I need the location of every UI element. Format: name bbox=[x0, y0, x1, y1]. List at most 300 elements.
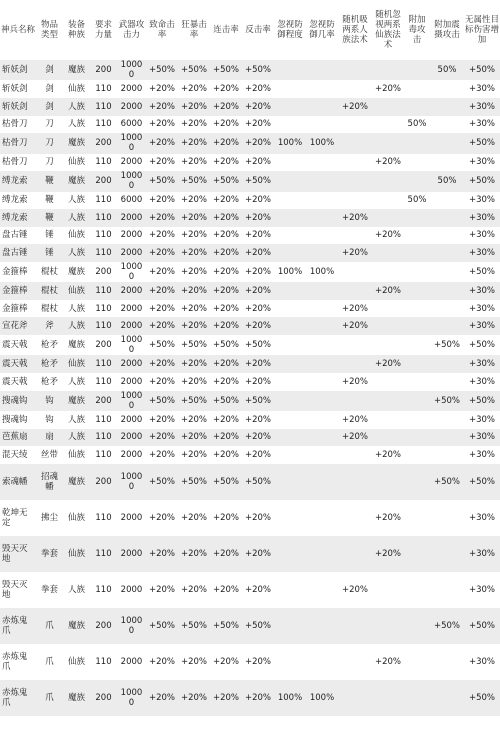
table-cell bbox=[274, 282, 306, 300]
table-cell: 仙族 bbox=[67, 285, 85, 296]
table-cell bbox=[430, 446, 464, 464]
table-cell: 魔族 bbox=[67, 692, 85, 703]
table-cell: +20% bbox=[148, 212, 175, 223]
table-cell: +20% bbox=[180, 656, 207, 667]
table-cell bbox=[338, 171, 372, 191]
table-cell: +20% bbox=[180, 449, 207, 460]
table-cell: +20% bbox=[180, 157, 207, 168]
table-cell: +20% bbox=[148, 584, 175, 595]
table-cell: +20% bbox=[180, 266, 207, 277]
table-cell bbox=[306, 644, 338, 680]
table-cell: +50% bbox=[468, 65, 495, 76]
table-cell bbox=[404, 411, 430, 429]
col-header: 狂暴击率 bbox=[181, 19, 207, 40]
table-cell: +20% bbox=[212, 266, 239, 277]
table-cell: 刀 bbox=[45, 119, 54, 130]
table-row bbox=[0, 446, 500, 464]
table-cell bbox=[338, 154, 372, 172]
table-cell: +20% bbox=[374, 285, 401, 296]
table-cell: +50% bbox=[244, 476, 271, 487]
table-cell: 剑 bbox=[45, 84, 54, 95]
table-cell: +20% bbox=[212, 84, 239, 95]
table-cell bbox=[274, 536, 306, 572]
table-cell bbox=[338, 500, 372, 536]
table-cell: 2000 bbox=[120, 449, 143, 460]
table-cell: +50% bbox=[148, 476, 175, 487]
table-cell bbox=[306, 227, 338, 245]
table-cell bbox=[372, 171, 404, 191]
table-cell: +20% bbox=[244, 266, 271, 277]
table-cell: 人族 bbox=[67, 247, 85, 258]
table-cell: 2000 bbox=[120, 212, 143, 223]
table-cell: +20% bbox=[212, 414, 239, 425]
table-cell: 棍杖 bbox=[40, 285, 58, 296]
table-cell: +20% bbox=[244, 692, 271, 703]
table-cell: +20% bbox=[148, 266, 175, 277]
table-cell: +30% bbox=[468, 230, 495, 241]
table-cell: 魔族 bbox=[67, 476, 85, 487]
table-cell bbox=[430, 536, 464, 572]
weapon-name-cell: 震天戟 bbox=[2, 359, 28, 370]
table-cell bbox=[338, 355, 372, 373]
table-cell: +30% bbox=[468, 449, 495, 460]
table-cell: 110 bbox=[95, 376, 112, 387]
table-cell: 人族 bbox=[67, 414, 85, 425]
table-cell: 人族 bbox=[67, 212, 85, 223]
table-cell bbox=[404, 262, 430, 282]
table-cell: +20% bbox=[244, 84, 271, 95]
table-cell: 鞭 bbox=[45, 195, 54, 206]
table-cell: 50% bbox=[437, 65, 457, 76]
table-cell: +20% bbox=[212, 101, 239, 112]
table-cell: +50% bbox=[212, 340, 239, 351]
table-cell: 拂尘 bbox=[40, 512, 58, 523]
col-header: 忽视防御几率 bbox=[309, 19, 335, 40]
table-cell: 110 bbox=[95, 414, 112, 425]
table-cell: +20% bbox=[244, 212, 271, 223]
table-row bbox=[0, 572, 500, 608]
table-row bbox=[0, 154, 500, 172]
table-cell: 10000 bbox=[120, 261, 143, 283]
col-header: 武器攻击力 bbox=[118, 19, 145, 40]
table-cell: +20% bbox=[244, 414, 271, 425]
table-cell bbox=[338, 60, 372, 80]
table-cell: 扇 bbox=[45, 432, 54, 443]
weapon-name-cell: 宣花斧 bbox=[2, 321, 28, 332]
table-row bbox=[0, 171, 500, 191]
table-cell bbox=[404, 572, 430, 608]
table-cell bbox=[274, 446, 306, 464]
table-cell: 2000 bbox=[120, 512, 143, 523]
table-cell: +30% bbox=[468, 303, 495, 314]
table-cell bbox=[274, 60, 306, 80]
table-cell: 200 bbox=[95, 340, 112, 351]
table-cell: 2000 bbox=[120, 303, 143, 314]
table-cell: 2000 bbox=[120, 414, 143, 425]
table-cell bbox=[274, 411, 306, 429]
table-cell: 50% bbox=[407, 119, 427, 130]
table-cell: 10000 bbox=[120, 687, 143, 708]
table-cell: +20% bbox=[244, 432, 271, 443]
table-cell: 200 bbox=[95, 176, 112, 187]
table-cell: 鞭 bbox=[45, 212, 54, 223]
table-cell: +30% bbox=[468, 432, 495, 443]
col-header: 要求力量 bbox=[94, 19, 112, 40]
table-cell: +20% bbox=[374, 548, 401, 559]
table-cell: +20% bbox=[180, 212, 207, 223]
table-cell: +20% bbox=[180, 101, 207, 112]
table-cell: 人族 bbox=[67, 376, 85, 387]
table-cell bbox=[430, 429, 464, 447]
table-cell: +20% bbox=[341, 101, 368, 112]
table-cell bbox=[274, 500, 306, 536]
table-cell bbox=[274, 373, 306, 391]
table-cell bbox=[338, 644, 372, 680]
table-cell bbox=[306, 192, 338, 210]
table-cell bbox=[274, 391, 306, 411]
table-cell bbox=[404, 464, 430, 500]
table-cell bbox=[372, 262, 404, 282]
table-cell bbox=[372, 373, 404, 391]
table-row bbox=[0, 355, 500, 373]
table-cell: +50% bbox=[180, 176, 207, 187]
table-cell: +30% bbox=[468, 84, 495, 95]
weapon-name-cell: 斩妖剑 bbox=[2, 65, 28, 76]
table-row bbox=[0, 429, 500, 447]
table-cell: +20% bbox=[244, 195, 271, 206]
table-row bbox=[0, 80, 500, 98]
table-cell: 10000 bbox=[120, 390, 143, 411]
table-cell: 锤 bbox=[45, 230, 54, 241]
table-cell: 魔族 bbox=[67, 65, 85, 76]
table-cell bbox=[338, 335, 372, 355]
table-cell bbox=[306, 244, 338, 262]
table-cell bbox=[372, 680, 404, 716]
table-cell: 100% bbox=[277, 266, 303, 277]
table-cell bbox=[372, 116, 404, 134]
table-cell: 人族 bbox=[67, 119, 85, 130]
table-cell: +20% bbox=[244, 584, 271, 595]
table-cell: +20% bbox=[148, 119, 175, 130]
table-cell bbox=[306, 500, 338, 536]
table-cell bbox=[404, 98, 430, 116]
table-cell: +50% bbox=[433, 395, 460, 406]
table-cell bbox=[372, 411, 404, 429]
table-cell: +20% bbox=[244, 656, 271, 667]
table-cell: 110 bbox=[95, 449, 112, 460]
table-cell bbox=[404, 244, 430, 262]
table-cell: +20% bbox=[148, 321, 175, 332]
table-cell: +50% bbox=[180, 476, 207, 487]
table-cell: +20% bbox=[244, 101, 271, 112]
table-cell: +20% bbox=[244, 512, 271, 523]
table-cell: 2000 bbox=[120, 230, 143, 241]
table-cell: 人族 bbox=[67, 432, 85, 443]
table-cell: 2000 bbox=[120, 157, 143, 168]
table-cell: 人族 bbox=[67, 101, 85, 112]
table-cell bbox=[306, 572, 338, 608]
table-cell: 110 bbox=[95, 157, 112, 168]
table-cell: 枪矛 bbox=[40, 376, 58, 387]
table-cell: 拳套 bbox=[40, 548, 58, 559]
table-cell: +20% bbox=[180, 195, 207, 206]
weapon-name-cell: 混天绫 bbox=[2, 449, 28, 460]
table-cell: +20% bbox=[244, 138, 271, 149]
table-row bbox=[0, 244, 500, 262]
table-cell: 仙族 bbox=[67, 359, 85, 370]
table-cell: +20% bbox=[148, 157, 175, 168]
table-row bbox=[0, 282, 500, 300]
table-cell bbox=[274, 644, 306, 680]
table-cell: +50% bbox=[148, 340, 175, 351]
table-cell: +30% bbox=[468, 285, 495, 296]
table-cell bbox=[430, 411, 464, 429]
table-cell: +20% bbox=[212, 138, 239, 149]
table-row bbox=[0, 335, 500, 355]
weapon-name-cell: 索魂幡 bbox=[2, 476, 28, 487]
table-cell: +20% bbox=[148, 285, 175, 296]
table-cell bbox=[404, 133, 430, 153]
table-cell bbox=[430, 227, 464, 245]
table-cell bbox=[430, 572, 464, 608]
table-cell bbox=[430, 355, 464, 373]
table-cell bbox=[404, 644, 430, 680]
table-cell: +30% bbox=[468, 101, 495, 112]
table-cell bbox=[306, 608, 338, 644]
table-cell bbox=[338, 116, 372, 134]
weapon-name-cell: 赤炼鬼爪 bbox=[2, 687, 28, 708]
table-cell bbox=[404, 300, 430, 318]
table-cell: +50% bbox=[468, 266, 495, 277]
table-cell: +20% bbox=[341, 584, 368, 595]
table-cell: +30% bbox=[468, 656, 495, 667]
table-cell: 110 bbox=[95, 512, 112, 523]
table-cell bbox=[306, 446, 338, 464]
table-cell: +20% bbox=[212, 449, 239, 460]
table-cell: +30% bbox=[468, 414, 495, 425]
table-cell bbox=[430, 209, 464, 227]
table-cell: 人族 bbox=[67, 195, 85, 206]
table-cell: 200 bbox=[95, 692, 112, 703]
table-cell: 魔族 bbox=[67, 176, 85, 187]
table-row bbox=[0, 317, 500, 335]
table-cell: +20% bbox=[212, 157, 239, 168]
table-cell bbox=[404, 500, 430, 536]
table-cell: 10000 bbox=[120, 133, 143, 154]
table-cell: +20% bbox=[244, 376, 271, 387]
weapon-name-cell: 赤炼鬼爪 bbox=[2, 651, 28, 672]
col-header: 物品类型 bbox=[40, 19, 58, 40]
weapon-name-cell: 毁天灭地 bbox=[2, 579, 28, 600]
table-cell: 110 bbox=[95, 84, 112, 95]
table-cell bbox=[274, 192, 306, 210]
weapon-name-cell: 金箍棒 bbox=[2, 285, 28, 296]
table-cell bbox=[372, 464, 404, 500]
table-cell bbox=[306, 60, 338, 80]
table-cell: 110 bbox=[95, 230, 112, 241]
table-cell: +20% bbox=[244, 230, 271, 241]
table-cell: +20% bbox=[212, 247, 239, 258]
weapon-name-cell: 枯骨刀 bbox=[2, 138, 28, 149]
table-cell bbox=[306, 536, 338, 572]
weapon-name-cell: 金箍棒 bbox=[2, 303, 28, 314]
table-cell: +50% bbox=[212, 176, 239, 187]
table-cell bbox=[306, 282, 338, 300]
table-cell: 招魂幡 bbox=[40, 471, 58, 492]
table-cell: +20% bbox=[212, 285, 239, 296]
table-cell bbox=[338, 133, 372, 153]
table-cell bbox=[274, 572, 306, 608]
table-cell: +30% bbox=[468, 359, 495, 370]
table-cell bbox=[404, 536, 430, 572]
table-cell bbox=[372, 60, 404, 80]
table-row bbox=[0, 227, 500, 245]
table-cell: +20% bbox=[212, 692, 239, 703]
table-cell: 200 bbox=[95, 138, 112, 149]
table-cell: 200 bbox=[95, 65, 112, 76]
weapon-name-cell: 芭蕉扇 bbox=[2, 432, 28, 443]
table-cell bbox=[306, 355, 338, 373]
table-cell bbox=[338, 282, 372, 300]
table-cell: 剑 bbox=[45, 101, 54, 112]
table-row bbox=[0, 116, 500, 134]
weapon-name-cell: 缚龙索 bbox=[2, 176, 28, 187]
table-cell: +50% bbox=[148, 65, 175, 76]
table-cell: 110 bbox=[95, 432, 112, 443]
table-cell bbox=[404, 446, 430, 464]
col-header: 无属性目标伤害增加 bbox=[465, 14, 500, 46]
table-cell: 剑 bbox=[45, 65, 54, 76]
table-cell: +30% bbox=[468, 119, 495, 130]
table-cell bbox=[404, 391, 430, 411]
table-cell: +20% bbox=[374, 84, 401, 95]
table-cell bbox=[274, 116, 306, 134]
table-cell bbox=[274, 80, 306, 98]
table-cell bbox=[404, 282, 430, 300]
table-cell bbox=[430, 116, 464, 134]
table-cell: +20% bbox=[180, 414, 207, 425]
table-cell bbox=[372, 335, 404, 355]
weapon-name-cell: 枯骨刀 bbox=[2, 119, 28, 130]
table-cell: +20% bbox=[212, 359, 239, 370]
col-header: 附加毒攻击 bbox=[408, 14, 426, 46]
table-cell: +20% bbox=[180, 247, 207, 258]
table-cell: 2000 bbox=[120, 247, 143, 258]
table-cell: +20% bbox=[180, 548, 207, 559]
table-cell: +30% bbox=[468, 512, 495, 523]
table-cell bbox=[274, 154, 306, 172]
table-cell: 人族 bbox=[67, 303, 85, 314]
weapon-name-cell: 毁天灭地 bbox=[2, 543, 28, 564]
table-row bbox=[0, 192, 500, 210]
table-cell: +20% bbox=[212, 512, 239, 523]
table-cell: +50% bbox=[468, 138, 495, 149]
table-cell bbox=[306, 373, 338, 391]
table-cell bbox=[404, 335, 430, 355]
table-cell: +20% bbox=[148, 692, 175, 703]
table-cell bbox=[404, 317, 430, 335]
table-cell bbox=[274, 227, 306, 245]
table-cell: +20% bbox=[180, 692, 207, 703]
table-body bbox=[0, 60, 500, 716]
table-cell: +50% bbox=[212, 65, 239, 76]
table-cell: +20% bbox=[180, 84, 207, 95]
table-cell bbox=[430, 192, 464, 210]
table-cell: +50% bbox=[244, 176, 271, 187]
table-cell: +20% bbox=[374, 656, 401, 667]
table-cell: 110 bbox=[95, 247, 112, 258]
table-cell bbox=[306, 391, 338, 411]
table-cell: 200 bbox=[95, 476, 112, 487]
table-cell: 110 bbox=[95, 119, 112, 130]
table-cell: 魔族 bbox=[67, 340, 85, 351]
table-cell bbox=[404, 80, 430, 98]
table-cell: 50% bbox=[437, 176, 457, 187]
table-cell: 鞭 bbox=[45, 176, 54, 187]
table-cell bbox=[372, 608, 404, 644]
table-cell: +30% bbox=[468, 157, 495, 168]
table-cell bbox=[372, 391, 404, 411]
table-cell bbox=[430, 80, 464, 98]
table-cell: 棍杖 bbox=[40, 303, 58, 314]
table-cell bbox=[338, 608, 372, 644]
table-cell bbox=[404, 608, 430, 644]
table-cell bbox=[430, 373, 464, 391]
table-cell: +20% bbox=[341, 247, 368, 258]
table-cell: +20% bbox=[180, 230, 207, 241]
table-cell: 魔族 bbox=[67, 620, 85, 631]
table-cell: +20% bbox=[212, 376, 239, 387]
weapon-name-cell: 搜魂钩 bbox=[2, 395, 28, 406]
table-cell: 100% bbox=[277, 138, 303, 149]
table-cell bbox=[404, 680, 430, 716]
table-cell: 仙族 bbox=[67, 449, 85, 460]
table-cell bbox=[338, 80, 372, 98]
table-cell bbox=[306, 317, 338, 335]
table-cell: +20% bbox=[212, 584, 239, 595]
table-cell bbox=[306, 335, 338, 355]
table-cell bbox=[372, 429, 404, 447]
table-cell: +20% bbox=[148, 359, 175, 370]
table-row bbox=[0, 262, 500, 282]
table-cell: +20% bbox=[180, 376, 207, 387]
table-cell: 2000 bbox=[120, 321, 143, 332]
table-cell bbox=[404, 429, 430, 447]
table-cell bbox=[306, 171, 338, 191]
table-cell: 110 bbox=[95, 285, 112, 296]
table-cell: +20% bbox=[244, 321, 271, 332]
table-cell: +20% bbox=[244, 548, 271, 559]
table-cell: +20% bbox=[148, 303, 175, 314]
col-header: 随机吸两系人族法术 bbox=[342, 14, 368, 46]
table-cell: +20% bbox=[180, 303, 207, 314]
table-cell: 2000 bbox=[120, 584, 143, 595]
table-cell bbox=[372, 98, 404, 116]
table-cell: 仙族 bbox=[67, 157, 85, 168]
table-cell: +20% bbox=[374, 449, 401, 460]
table-cell: +20% bbox=[341, 303, 368, 314]
col-header: 反击率 bbox=[245, 24, 271, 35]
table-cell: +20% bbox=[212, 230, 239, 241]
table-cell: +20% bbox=[148, 101, 175, 112]
table-cell: 2000 bbox=[120, 656, 143, 667]
weapon-name-cell: 震天戟 bbox=[2, 340, 28, 351]
table-cell bbox=[338, 446, 372, 464]
table-cell: +30% bbox=[468, 321, 495, 332]
table-cell: 锤 bbox=[45, 247, 54, 258]
table-cell: +20% bbox=[244, 247, 271, 258]
table-cell: +50% bbox=[180, 340, 207, 351]
